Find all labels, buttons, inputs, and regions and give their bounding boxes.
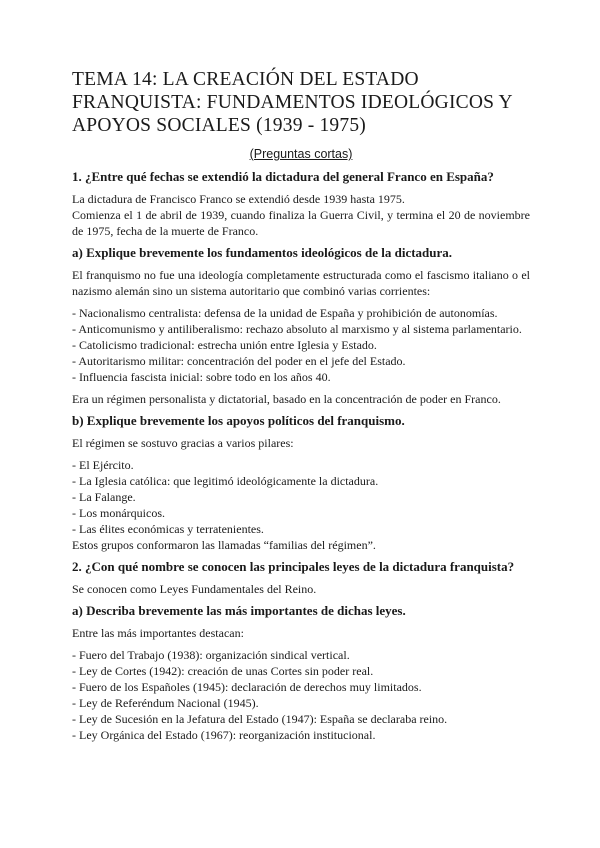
list-item: - Los monárquicos. bbox=[72, 506, 165, 520]
list-item: - Las élites económicas y terratenientes. bbox=[72, 522, 264, 536]
question-2a-section bbox=[72, 603, 530, 743]
question-2-section bbox=[72, 559, 530, 597]
question-1a-closing: Era un régimen personalista y dictatorial, basado en la concentración de poder en Franco. bbox=[72, 392, 501, 406]
question-2-heading: 2. ¿Con qué nombre se conocen las principales leyes de la dictadura franquista? bbox=[72, 559, 515, 574]
political-supports-list bbox=[72, 457, 530, 537]
document-title: TEMA 14: LA CREACIÓN DEL ESTADO FRANQUISTA: FUNDAMENTOS IDEOLÓGICOS Y APOYOS SOCIALES (1939 - 1975) bbox=[72, 69, 513, 136]
list-item: - Ley de Referéndum Nacional (1945). bbox=[72, 696, 259, 710]
list-item: - Nacionalismo centralista: defensa de la unidad de España y prohibición de autonomías. bbox=[72, 306, 498, 320]
document-subtitle: (Preguntas cortas) bbox=[249, 147, 353, 161]
list-item: - La Iglesia católica: que legitimó ideológicamente la dictadura. bbox=[72, 474, 379, 488]
question-1-answer-line-1: La dictadura de Francisco Franco se extendió desde 1939 hasta 1975. bbox=[72, 192, 405, 206]
question-1a-heading: a) Explique brevemente los fundamentos ideológicos de la dictadura. bbox=[72, 245, 453, 260]
list-item: - Ley de Sucesión en la Jefatura del Estado (1947): España se declaraba reino. bbox=[72, 712, 448, 726]
list-item: - Catolicismo tradicional: estrecha unión entre Iglesia y Estado. bbox=[72, 338, 377, 352]
list-item: - Influencia fascista inicial: sobre todo en los años 40. bbox=[72, 370, 331, 384]
question-1-answer-line-2: Comienza el 1 de abril de 1939, cuando finaliza la Guerra Civil, y termina el 20 de noviembre de 1975, fecha de la muerte de Franco. bbox=[72, 208, 530, 238]
question-2-answer: Se conocen como Leyes Fundamentales del Reino. bbox=[72, 582, 317, 596]
list-item: - Fuero del Trabajo (1938): organización sindical vertical. bbox=[72, 648, 350, 662]
list-item: - El Ejército. bbox=[72, 458, 134, 472]
question-2a-heading: a) Describa brevemente las más importantes de dichas leyes. bbox=[72, 603, 406, 618]
ideological-foundations-list bbox=[72, 305, 530, 385]
question-1a-intro: El franquismo no fue una ideología completamente estructurada como el fascismo italiano o el nazismo alemán sino un sistema autoritario que combinó varias corrientes: bbox=[72, 268, 530, 298]
question-2a-intro: Entre las más importantes destacan: bbox=[72, 626, 244, 640]
list-item: - Anticomunismo y antiliberalismo: rechazo absoluto al marxismo y al sistema parlamentario. bbox=[72, 322, 522, 336]
list-item: - Fuero de los Españoles (1945): declaración de derechos muy limitados. bbox=[72, 680, 422, 694]
fundamental-laws-list bbox=[72, 647, 530, 743]
question-1b-closing: Estos grupos conformaron las llamadas “familias del régimen”. bbox=[72, 538, 376, 552]
list-item: - Ley de Cortes (1942): creación de unas Cortes sin poder real. bbox=[72, 664, 374, 678]
question-1a-section bbox=[72, 245, 530, 407]
document-page bbox=[72, 68, 530, 743]
question-1b-heading: b) Explique brevemente los apoyos políticos del franquismo. bbox=[72, 413, 405, 428]
question-1-heading: 1. ¿Entre qué fechas se extendió la dictadura del general Franco en España? bbox=[72, 169, 494, 184]
question-1-section bbox=[72, 169, 530, 239]
list-item: - La Falange. bbox=[72, 490, 136, 504]
list-item: - Autoritarismo militar: concentración del poder en el jefe del Estado. bbox=[72, 354, 406, 368]
list-item: - Ley Orgánica del Estado (1967): reorganización institucional. bbox=[72, 728, 376, 742]
question-1b-intro: El régimen se sostuvo gracias a varios pilares: bbox=[72, 436, 294, 450]
question-1b-section bbox=[72, 413, 530, 553]
